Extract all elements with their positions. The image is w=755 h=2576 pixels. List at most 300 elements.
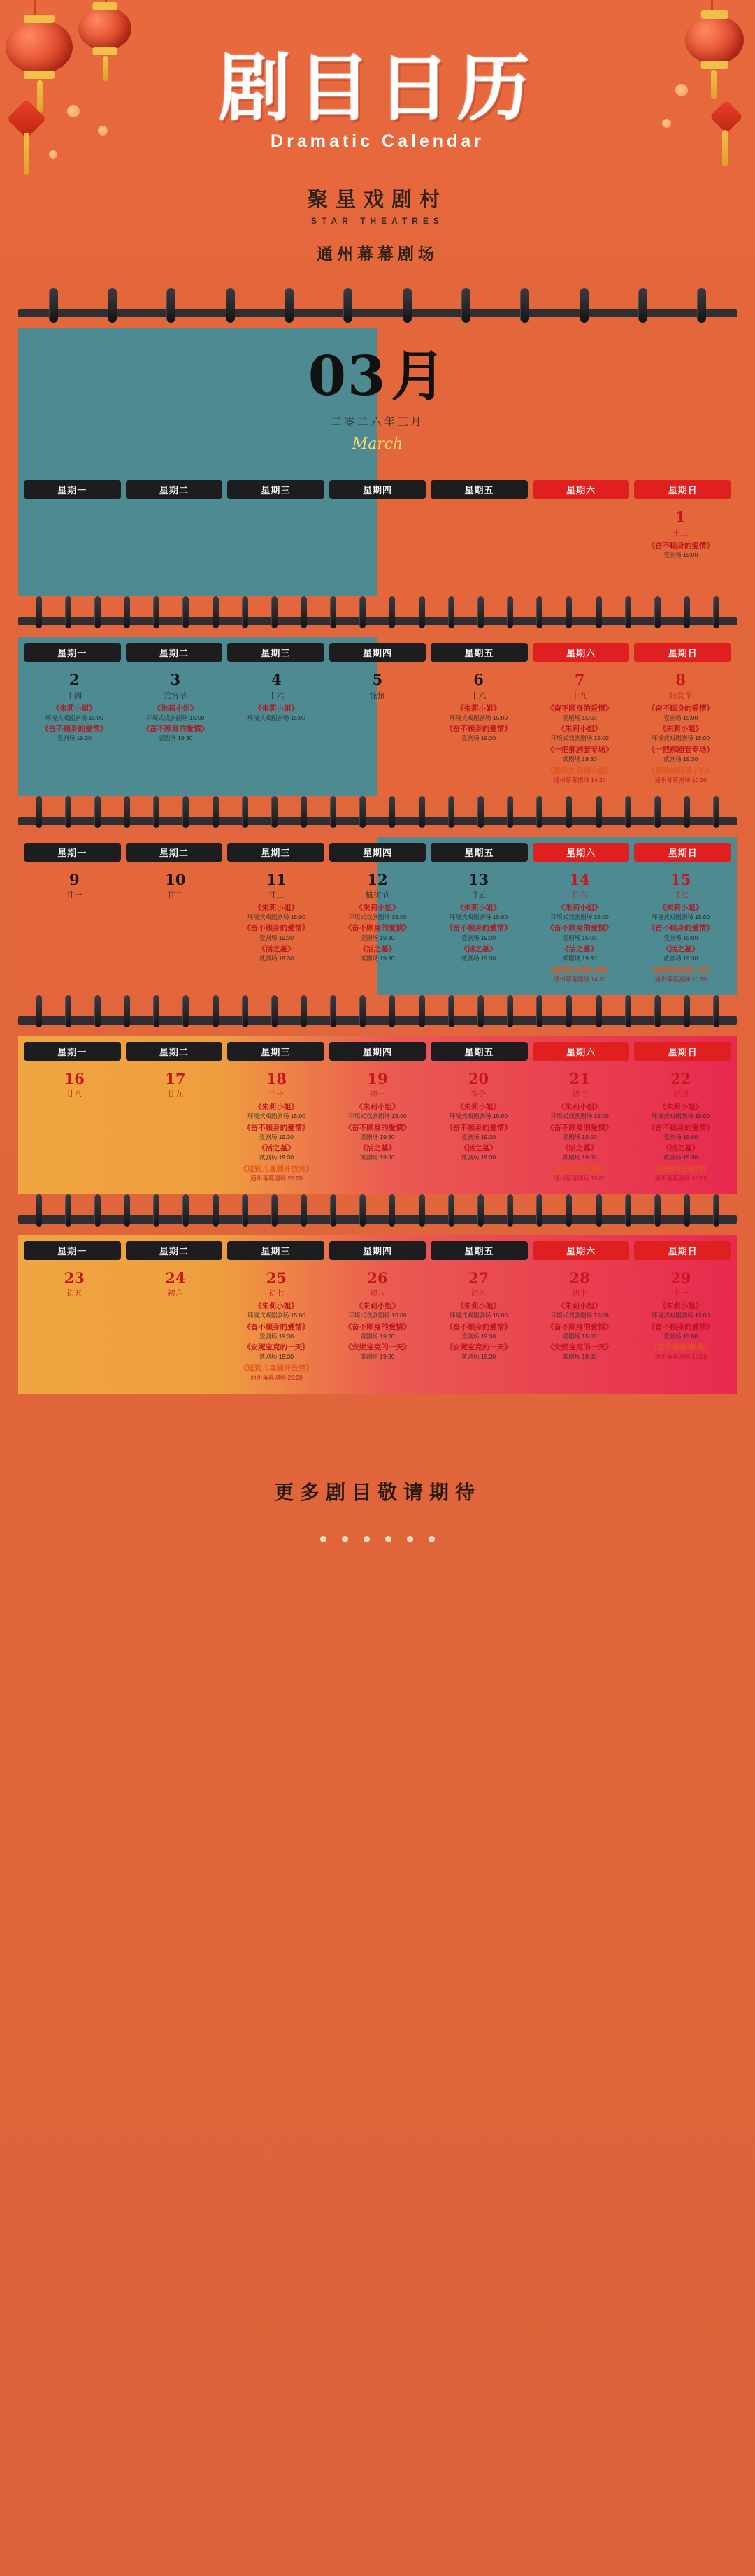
binder-ring-icon [301,995,307,1027]
show-venue-time: 环境式戏剧剧场 15:00 [550,1311,609,1319]
show-title: 《朱莉小姐》 [254,903,299,912]
show-entry[interactable] [632,542,729,559]
weekday-label-5: 星期六 [533,643,630,662]
show-entry[interactable] [228,704,325,722]
calendar-day-26[interactable] [327,1266,429,1387]
calendar-day-empty [428,505,529,589]
show-entry[interactable] [329,904,426,921]
binder-ring-icon [182,796,189,828]
show-entry[interactable] [329,1323,426,1340]
calendar-week [18,474,737,596]
weekday-label-4: 星期五 [431,480,528,499]
show-title: 《奋不顾身的爱情》 [445,1123,512,1132]
binder-ring-icon [271,1194,278,1227]
binder-ring-icon [153,1194,159,1227]
calendar-day-29[interactable] [630,1266,731,1387]
binder-ring-icon [226,288,235,323]
show-entry[interactable] [531,1144,628,1162]
weekday-label-0: 星期一 [24,643,121,662]
show-entry[interactable] [329,1144,426,1162]
weekday-label-3: 星期四 [329,843,426,862]
show-title: 《活之墓》 [359,945,396,954]
day-lunar-label: 十一 [673,1289,689,1298]
show-entry[interactable] [329,1302,426,1319]
calendar-day-21[interactable] [529,1067,631,1187]
show-venue-time: 贰剧场 19:30 [562,1154,597,1162]
binder-ring-icon [36,596,42,628]
show-entry[interactable] [127,704,224,722]
show-venue-time: 壹剧场 15:00 [562,1133,597,1141]
weekday-label-3: 星期四 [329,1042,426,1061]
show-title: 《活之墓》 [359,1144,396,1153]
binder-ring-icon [477,995,484,1027]
day-number: 21 [569,1069,590,1087]
binder-ring-icon [566,995,572,1027]
show-title: 《安妮宝克的一天》 [344,1343,411,1352]
day-lunar-label: 初五 [66,1289,82,1298]
show-entry[interactable] [531,1323,628,1340]
calendar-day-10[interactable] [125,868,226,988]
calendar-day-12[interactable] [327,868,429,988]
binder-ring-icon [713,995,719,1027]
show-entry[interactable] [632,966,729,983]
binder-ring-icon [389,596,395,628]
binder-ring-icon [389,1194,395,1227]
calendar-day-27[interactable] [428,1266,529,1387]
day-lunar-label: 廿一 [66,890,82,899]
show-venue-time: 贰剧场 19:30 [562,955,597,962]
show-venue-time: 壹剧场 19:30 [360,1133,395,1141]
binder-ring-icon [580,288,589,323]
show-title: 《朱莉小姐》 [355,1301,400,1310]
show-title: 《奋不顾身的爱情》 [647,541,714,550]
binder-ring-icon [153,596,159,628]
spiral-binder [18,796,737,837]
binder-ring-icon [625,796,631,828]
day-number: 29 [670,1268,691,1287]
binder-ring-icon [684,796,690,828]
calendar-day-4[interactable] [226,668,327,788]
binder-ring-icon [419,796,425,828]
calendar-day-19[interactable] [327,1067,429,1187]
show-venue-time: 环境式戏剧剧场 15:00 [550,913,609,920]
binder-ring-icon [301,596,307,628]
show-title: 《奋不顾身的爱情》 [647,1123,714,1132]
binder-ring-icon [596,796,602,828]
show-entry[interactable] [531,1165,628,1182]
calendar-day-empty [226,505,327,589]
show-venue-time: 贰剧场 19:30 [360,955,395,962]
show-entry[interactable] [632,1124,729,1141]
show-title: 《奋不顾身的爱情》 [647,704,714,713]
binder-ring-icon [697,288,706,323]
calendar-day-16[interactable] [24,1067,125,1187]
show-entry[interactable] [430,945,527,962]
show-entry[interactable] [329,1103,426,1120]
binder-ring-icon [507,995,513,1027]
weekday-header-row [18,837,737,868]
footer-more-text: 更多剧目敬请期待 [273,1481,481,1503]
show-entry[interactable] [228,1103,325,1120]
footer-dots [0,1536,755,1542]
show-venue-time: 壹剧场 19:30 [259,1133,294,1141]
show-entry[interactable] [329,1124,426,1141]
binder-ring-icon [448,1194,454,1227]
show-title: 《奋不顾身的爱情》 [546,924,613,933]
show-venue-time: 壹剧场 19:30 [360,1332,395,1340]
binder-ring-icon [654,596,661,628]
day-lunar-label: 妇女节 [668,691,693,700]
binder-ring-icon [242,1194,248,1227]
show-title: 《奋不顾身的爱情》 [546,1322,613,1331]
calendar-week [18,637,737,795]
show-venue-time: 环境式戏剧剧场 15:00 [247,1112,305,1120]
show-entry[interactable] [632,945,729,962]
calendar-day-6[interactable] [428,668,529,788]
binder-ring-icon [359,1194,366,1227]
calendar-day-23[interactable] [24,1266,125,1387]
day-number: 13 [468,870,489,888]
show-title: 《艺术治愈!泰戏》 [649,1343,712,1352]
show-entry[interactable] [430,924,527,941]
calendar-day-22[interactable] [630,1067,731,1187]
binder-rings [18,796,737,837]
show-title: 《奋不顾身的爱情》 [344,924,411,933]
binder-ring-icon [36,995,42,1027]
calendar-day-17[interactable] [125,1067,226,1187]
show-entry[interactable] [430,704,527,722]
show-entry[interactable] [531,945,628,962]
binder-ring-icon [713,596,719,628]
calendar-day-25[interactable] [226,1266,327,1387]
weekday-label-6: 星期日 [634,480,731,499]
month-number: 03 [308,345,387,409]
show-entry[interactable] [430,1103,527,1120]
show-entry[interactable] [228,904,325,921]
calendar-day-28[interactable] [529,1266,631,1387]
show-title: 《活之墓》 [460,1144,497,1153]
day-number: 4 [271,671,282,689]
show-venue-time: 贰剧场 19:30 [360,1353,395,1361]
calendar-day-1[interactable] [630,505,731,589]
show-venue-time: 环境式戏剧剧场 15:00 [247,1311,305,1319]
show-entry[interactable] [531,1124,628,1141]
calendar-day-3[interactable] [125,668,226,788]
show-venue-time: 壹剧场 15:00 [663,714,698,721]
binder-ring-icon [213,1194,219,1227]
show-entry[interactable] [632,924,729,941]
calendar-day-8[interactable] [630,668,731,788]
show-entry[interactable] [531,1103,628,1120]
show-title: 《奋不顾身的爱情》 [344,1123,411,1132]
binder-ring-icon [684,1194,690,1227]
show-title: 《磨铁的刺猬小姐》 [647,965,714,974]
day-lunar-label: 初六 [167,1289,184,1298]
show-entry[interactable] [531,746,628,763]
binder-ring-icon [359,995,366,1027]
day-number: 17 [165,1069,186,1087]
poster-footer [0,1394,755,1542]
weekday-label-1: 星期二 [126,643,223,662]
weekday-label-6: 星期日 [634,643,731,662]
show-entry[interactable] [228,1343,325,1361]
weekday-header-row [18,474,737,505]
show-entry[interactable] [329,924,426,941]
show-venue-time: 壹剧场 19:30 [461,735,496,742]
binder-ring-icon [166,288,175,323]
day-number: 14 [569,870,590,888]
show-title: 《奋不顾身的爱情》 [647,924,714,933]
show-entry[interactable] [531,704,628,722]
binder-ring-icon [566,1194,572,1227]
day-number: 1 [675,508,686,526]
show-entry[interactable] [531,966,628,983]
binder-ring-icon [330,796,336,828]
show-venue-time: 贰剧场 19:30 [461,1154,496,1162]
show-entry[interactable] [531,1302,628,1319]
binder-ring-icon [94,596,101,628]
show-entry[interactable] [430,1302,527,1319]
show-venue-time: 通州幕幕剧场 14:30 [553,776,606,783]
binder-ring-icon [596,1194,602,1227]
weekday-label-1: 星期二 [126,480,223,499]
day-lunar-label: 廿九 [167,1090,184,1099]
footer-dot-icon [320,1536,326,1542]
show-title: 《安妮宝克的一天》 [445,1343,512,1352]
show-venue-time: 壹剧场 15:00 [663,1332,698,1340]
show-venue-time: 贰剧场 19:30 [562,755,597,763]
calendar-day-14[interactable] [529,868,631,988]
show-entry[interactable] [228,1124,325,1141]
binder-ring-icon [536,596,542,628]
show-title: 《活之墓》 [662,1144,699,1153]
show-title: 《奋不顾身的爱情》 [445,924,512,933]
binder-ring-icon [403,288,412,323]
show-venue-time: 壹剧场 15:00 [562,934,597,941]
show-entry[interactable] [329,1343,426,1361]
binder-ring-icon [94,995,101,1027]
day-lunar-label: 廿八 [66,1090,82,1099]
calendar-day-18[interactable] [226,1067,327,1187]
show-entry[interactable] [228,1165,325,1182]
binder-ring-icon [108,288,117,323]
binder-ring-icon [153,995,159,1027]
calendar-day-grid [18,505,737,596]
weekday-label-2: 星期三 [227,480,324,499]
show-title: 《朱莉小姐》 [659,725,703,734]
calendar-day-20[interactable] [428,1067,529,1187]
show-entry[interactable] [228,1323,325,1340]
show-title: 《活之墓》 [258,1144,295,1153]
show-entry[interactable] [632,1144,729,1162]
day-number: 11 [266,870,287,888]
show-title: 《磨铁的刺猬小姐》 [546,766,613,775]
binder-ring-icon [271,995,278,1027]
binder-ring-icon [596,596,602,628]
day-lunar-label: 廿六 [571,890,588,899]
show-title: 《朱莉小姐》 [557,903,602,912]
calendar-week [18,1036,737,1194]
calendar-day-9[interactable] [24,868,125,988]
day-number: 9 [69,870,80,888]
show-venue-time: 贰剧场 19:30 [259,955,294,962]
show-venue-time: 壹剧场 15:00 [663,551,698,558]
show-title: 《奋不顾身的爱情》 [142,725,209,734]
show-title: 《磨铁的刺猬小姐》 [546,965,613,974]
show-title: 《奋不顾身的爱情》 [445,725,512,734]
show-entry[interactable] [430,1343,527,1361]
calendar-day-11[interactable] [226,868,327,988]
binder-ring-icon [477,796,484,828]
brand-name-en: STAR THEATRES [311,216,444,226]
calendar-day-15[interactable] [630,868,731,988]
binder-ring-icon [94,796,101,828]
binder-ring-icon [65,596,71,628]
day-number: 22 [670,1069,691,1087]
day-lunar-label: 廿三 [268,890,285,899]
day-lunar-label: 廿二 [167,890,184,899]
page-title: 剧目日历 [217,45,537,131]
weekday-label-4: 星期五 [431,643,528,662]
show-entry[interactable] [430,1144,527,1162]
show-title: 《一把郝剧套专场》 [647,746,714,755]
binder-ring-icon [566,796,572,828]
binder-ring-icon [713,1194,719,1227]
venue-name: 通州幕幕剧场 [317,245,438,263]
show-title: 《奋不顾身的爱情》 [243,1123,310,1132]
binder-ring-icon [65,1194,71,1227]
calendar-weeks [18,474,737,1393]
weekday-label-3: 星期四 [329,643,426,662]
show-entry[interactable] [26,725,123,742]
binder-ring-icon [625,995,631,1027]
binder-ring-icon [389,796,395,828]
show-entry[interactable] [632,1323,729,1340]
binder-ring-icon [507,596,513,628]
show-entry[interactable] [26,704,123,722]
show-venue-time: 贰剧场 19:30 [259,1154,294,1162]
show-entry[interactable] [430,1124,527,1141]
show-entry[interactable] [632,725,729,742]
show-entry[interactable] [632,1343,729,1361]
footer-dot-icon [342,1536,348,1542]
show-title: 《活之墓》 [662,945,699,954]
calendar-week [18,1235,737,1394]
show-venue-time: 壹剧场 15:00 [663,1133,698,1141]
footer-dot-icon [407,1536,413,1542]
binder-ring-icon [65,995,71,1027]
show-entry[interactable] [430,1323,527,1340]
show-title: 《奋不顾身的爱情》 [647,1322,714,1331]
show-entry[interactable] [632,904,729,921]
show-entry[interactable] [228,924,325,941]
weekday-label-3: 星期四 [329,1241,426,1260]
show-entry[interactable] [228,945,325,962]
show-entry[interactable] [632,1103,729,1120]
show-title: 《朱莉小姐》 [456,704,501,713]
spiral-binder [18,995,737,1036]
show-entry[interactable] [228,1364,325,1382]
calendar-day-5[interactable] [327,668,429,788]
show-title: 《朱莉小姐》 [355,903,400,912]
calendar-day-13[interactable] [428,868,529,988]
show-title: 《朱莉小姐》 [456,1102,501,1111]
show-title: 《朱莉小姐》 [254,1102,299,1111]
binder-ring-icon [271,796,278,828]
calendar-day-7[interactable] [529,668,631,788]
show-entry[interactable] [531,725,628,742]
show-entry[interactable] [632,1302,729,1319]
calendar-day-24[interactable] [125,1266,226,1387]
show-title: 《朱莉小姐》 [557,725,602,734]
month-unit: 月 [391,345,447,409]
show-title: 《奋不顾身的爱情》 [41,725,108,734]
weekday-label-4: 星期五 [431,1241,528,1260]
show-venue-time: 壹剧场 19:30 [57,735,92,742]
day-number: 5 [372,671,383,689]
show-entry[interactable] [632,746,729,763]
show-entry[interactable] [228,1144,325,1162]
show-title: 《活之墓》 [561,945,598,954]
day-number: 24 [165,1268,186,1287]
show-entry[interactable] [632,1165,729,1182]
show-title: 《朱莉小姐》 [557,1301,602,1310]
spiral-binder [18,596,737,637]
show-title: 《奋不顾身的爱情》 [546,1123,613,1132]
show-entry[interactable] [632,704,729,722]
binder-ring-icon [213,796,219,828]
show-title: 《朱莉小姐》 [659,1301,703,1310]
binder-ring-icon [49,288,58,323]
show-entry[interactable] [632,767,729,784]
binder-ring-icon [359,596,366,628]
binder-ring-icon [477,1194,484,1227]
binder-ring-icon [330,1194,336,1227]
binder-ring-icon [242,796,248,828]
weekday-label-6: 星期日 [634,1241,731,1260]
day-number: 16 [64,1069,85,1087]
binder-ring-icon [301,796,307,828]
show-entry[interactable] [531,904,628,921]
show-title: 《奋不顾身的爱情》 [445,1322,512,1331]
show-entry[interactable] [329,945,426,962]
calendar-day-grid [18,1067,737,1194]
day-number: 27 [468,1268,489,1287]
show-venue-time: 壹剧场 19:30 [461,1133,496,1141]
show-entry[interactable] [430,725,527,742]
day-lunar-label: 十六 [268,691,285,700]
binder-ring-icon [94,1194,101,1227]
show-entry[interactable] [127,725,224,742]
binder-ring-icon [343,288,352,323]
binder-ring-icon [301,1194,307,1227]
show-entry[interactable] [531,924,628,941]
show-entry[interactable] [531,1343,628,1361]
show-title: 《我的清古拉的》 [550,1165,610,1173]
day-lunar-label: 廿七 [673,890,689,899]
show-title: 《一把郝剧套专场》 [546,746,613,755]
show-title: 《送别儿喜剧开放莞》 [239,1165,313,1173]
calendar-day-2[interactable] [24,668,125,788]
show-venue-time: 壹剧场 19:30 [461,934,496,941]
show-entry[interactable] [228,1302,325,1319]
show-entry[interactable] [531,767,628,784]
show-venue-time: 环境式戏剧剧场 15:00 [652,913,710,920]
show-entry[interactable] [430,904,527,921]
binder-ring-icon [36,1194,42,1227]
binder-ring-icon [124,596,130,628]
binder-ring-icon [654,995,661,1027]
